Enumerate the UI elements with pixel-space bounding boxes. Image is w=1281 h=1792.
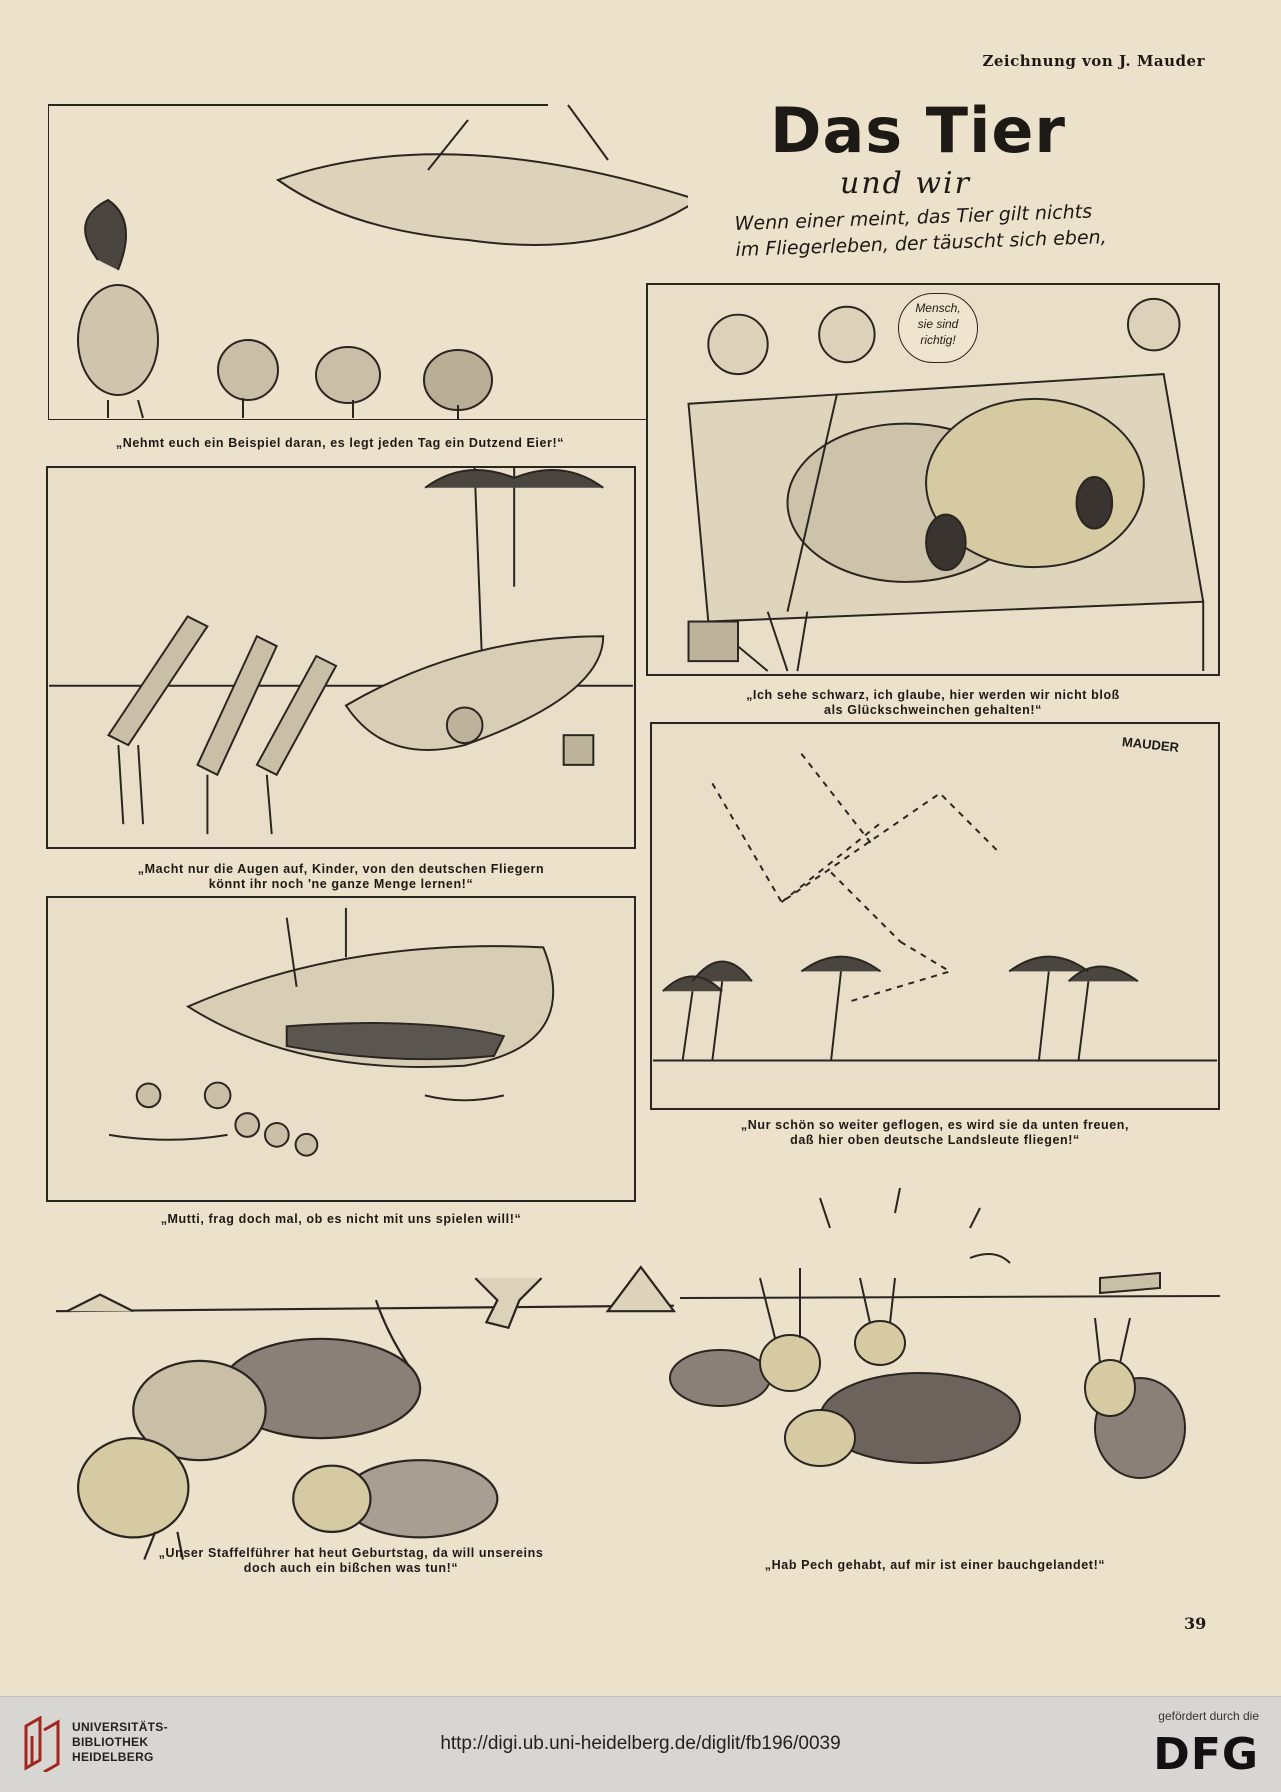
library-footer bbox=[0, 1696, 1281, 1792]
pigs-panel bbox=[646, 283, 1220, 676]
page-subtitle: und wir bbox=[840, 166, 971, 201]
illustrator-credit: Zeichnung von J. Mauder bbox=[982, 52, 1205, 70]
permalink-url[interactable]: http://digi.ub.uni-heidelberg.de/diglit/fb196/0039 bbox=[440, 1733, 841, 1754]
storks-illustration bbox=[48, 468, 634, 847]
storks-panel bbox=[46, 466, 636, 849]
caption-storks: „Macht nur die Augen auf, Kinder, von den deutschen Fliegern könnt ihr noch 'ne ganze Menge lernen!“ bbox=[137, 862, 545, 891]
caption-rabbits: „Hab Pech gehabt, auf mir ist einer bauchgelandet!“ bbox=[764, 1558, 1106, 1572]
ducks-panel bbox=[46, 896, 636, 1202]
rabbits-illustration bbox=[610, 1168, 1250, 1488]
formation-panel bbox=[650, 722, 1220, 1110]
speech-bubble: Mensch, sie sind richtig! bbox=[898, 293, 978, 363]
caption-pigs: „Ich sehe schwarz, ich glaube, hier werden wir nicht bloß als Glückschweinchen gehalten!“ bbox=[746, 688, 1120, 717]
page-number: 39 bbox=[1184, 1614, 1207, 1633]
caption-ducks: „Mutti, frag doch mal, ob es nicht mit uns spielen will!“ bbox=[160, 1212, 522, 1226]
hen-panel-illustration bbox=[48, 100, 688, 420]
page-title: Das Tier bbox=[770, 94, 1066, 167]
ducks-illustration bbox=[48, 898, 634, 1200]
verse-line: im Fliegerleben, der täuscht sich eben, bbox=[735, 226, 1108, 262]
verse-line: Wenn einer meint, das Tier gilt nichts bbox=[734, 200, 1093, 236]
institution-name: UNIVERSITÄTS- BIBLIOTHEK HEIDELBERG bbox=[72, 1720, 168, 1764]
intro-verse bbox=[734, 195, 1196, 263]
title-block bbox=[770, 94, 1220, 201]
dogs-illustration bbox=[56, 1245, 696, 1565]
formation-illustration bbox=[652, 724, 1218, 1108]
dfg-logo: DFG bbox=[1153, 1729, 1259, 1780]
artist-signature: MAUDER bbox=[1121, 734, 1180, 755]
caption-hen: „Nehmt euch ein Beispiel daran, es legt jeden Tag ein Dutzend Eier!“ bbox=[115, 436, 565, 450]
caption-formation: „Nur schön so weiter geflogen, es wird sie da unten freuen, daß hier oben deutsche Landsleute fliegen!“ bbox=[740, 1118, 1130, 1147]
funded-by-label: gefördert durch die bbox=[1158, 1709, 1259, 1723]
caption-dogs: „Unser Staffelführer hat heut Geburtstag, da will unsereins doch auch ein bißchen was tun!“ bbox=[158, 1546, 544, 1575]
